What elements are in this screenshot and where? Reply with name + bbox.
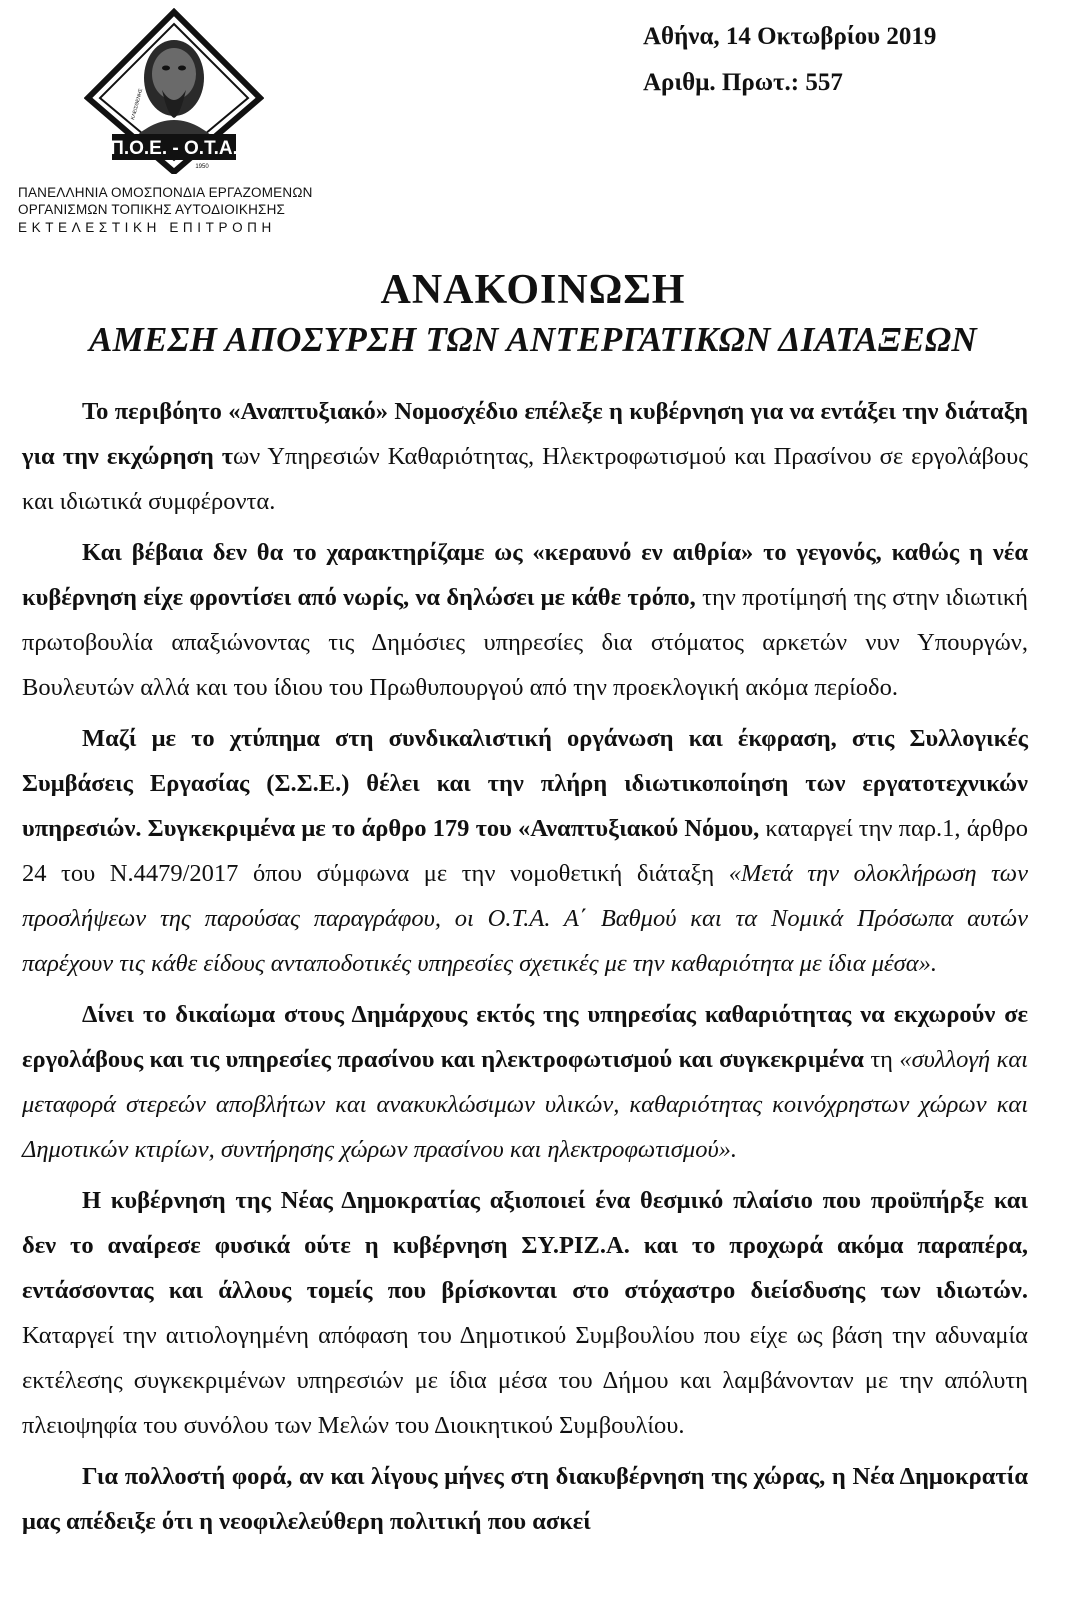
org-name-line3: ΕΚΤΕΛΕΣΤΙΚΗ ΕΠΙΤΡΟΠΗ — [18, 220, 276, 235]
logo-label: Π.Ο.Ε. - Ο.Τ.Α. — [110, 138, 238, 159]
body-paragraph — [22, 389, 1028, 524]
italic-quote-run: «συλλογή και μεταφορά στερεών αποβλήτων και ανακυκλώσιμων υλικών, καθαριότητας κοινόχρηστων χώρων και Δημοτικών κτιρίων, συντήρησης χώρων πρασίνου και ηλεκτροφωτισμού». — [22, 1046, 1028, 1163]
document-date: Αθήνα, 14 Οκτωβρίου 2019 — [643, 23, 937, 50]
document-subtitle: ΑΜΕΣΗ ΑΠΟΣΥΡΣΗ ΤΩΝ ΑΝΤΕΡΓΑΤΙΚΩΝ ΔΙΑΤΑΞΕΩΝ — [88, 320, 978, 359]
body-paragraph — [22, 1178, 1028, 1448]
bold-text-run: Μαζί με το χτύπημα στη συνδικαλιστική οργάνωση και έκφραση, στις Συλλογικές Συμβάσεις Εργασίας (Σ.Σ.Ε.) θέλει και την πλήρη ιδιωτικοποίηση των εργατοτεχνικών υπηρεσιών. Συγκεκριμένα με το άρθρο 179 του «Αναπτυξιακού Νόμου, — [22, 725, 1028, 842]
header-logo-block — [18, 8, 318, 236]
body-paragraph — [22, 992, 1028, 1172]
bold-text-run: Η κυβέρνηση της Νέας Δημοκρατίας αξιοποιεί ένα θεσμικό πλαίσιο που προϋπήρξε και δεν το αναίρεσε φυσικά ούτε η κυβέρνηση ΣΥ.ΡΙΖ.Α. και το προχωρά ακόμα παραπέρα, εντάσσοντας και άλλους τομείς που βρίσκονται στο στόχαστρο διείσδυσης των ιδιωτών. — [22, 1187, 1028, 1304]
document-title: ΑΝΑΚΟΙΝΩΣΗ — [380, 267, 686, 313]
date-protocol-block — [643, 14, 936, 106]
bold-text-run: Για πολλοστή φορά, αν και λίγους μήνες στη διακυβέρνηση της χώρας, η Νέα Δημοκρατία μας απέδειξε ότι η νεοφιλελεύθερη πολιτική που ασκεί — [22, 1463, 1028, 1535]
bold-text-run: Και βέβαια δεν θα το χαρακτηρίζαμε ως «κεραυνό εν αιθρία» το γεγονός, καθώς η νέα κυβέρνηση είχε φροντίσει από νωρίς, να δηλώσει με κάθε τρόπο, — [22, 539, 1028, 611]
body-paragraph — [22, 716, 1028, 986]
text-run: Καταργεί την αιτιολογημένη απόφαση του Δημοτικού Συμβουλίου που είχε ως βάση την αδυναμία εκτέλεσης συγκεκριμένων υπηρεσιών με ίδια μέσα του Δήμου και λαμβάνονταν με την απόλυτη πλειοψηφία του συνόλου των Μελών του Διοικητικού Συμβουλίου. — [22, 1322, 1028, 1439]
text-run: καταργεί την παρ.1, άρθρο 24 του Ν.4479/2017 όπου σύμφωνα με την νομοθετική διάταξη — [22, 815, 1028, 887]
logo-est-year: 1950 — [195, 164, 209, 170]
poe-ota-logo-icon — [84, 8, 264, 174]
org-name-line1: ΠΑΝΕΛΛΗΝΙΑ ΟΜΟΣΠΟΝΔΙΑ ΕΡΓΑΖΟΜΕΝΩΝ — [18, 185, 313, 200]
org-name-line2: ΟΡΓΑΝΙΣΜΩΝ ΤΟΠΙΚΗΣ ΑΥΤΟΔΙΟΙΚΗΣΗΣ — [18, 202, 286, 217]
italic-quote-run: «Μετά την ολοκλήρωση των προσλήψεων της παρούσας παραγράφου, οι Ο.Τ.Α. Α΄ Βαθμού και τα Νομικά Πρόσωπα αυτών παρέχουν τις κάθε είδους ανταποδοτικές υπηρεσίες σχετικές με την καθαριότητα με ίδια μέσα». — [22, 860, 1028, 977]
body-paragraph — [22, 1454, 1028, 1544]
bold-text-run: Δίνει το δικαίωμα στους Δημάρχους εκτός της υπηρεσίας καθαριότητας να εκχωρούν σε εργολάβους και τις υπηρεσίες πρασίνου και ηλεκτροφωτισμού και συγκεκριμένα — [22, 1001, 1028, 1073]
bold-text-run: Το περιβόητο «Αναπτυξιακό» Νομοσχέδιο επέλεξε η κυβέρνηση για να εντάξει την διάταξη για την εκχώρηση τ — [22, 398, 1028, 470]
text-run: τη — [863, 1046, 900, 1073]
logo-side-text: ΚΛΕΙΣΘΕΝΗΣ — [130, 88, 145, 121]
body-paragraph — [22, 530, 1028, 710]
protocol-number: Αριθμ. Πρωτ.: 557 — [643, 69, 843, 96]
document-body — [22, 389, 1028, 1550]
text-run: ων Υπηρεσιών Καθαριότητας, Ηλεκτροφωτισμού και Πρασίνου σε εργολάβους και ιδιωτικά συμφέροντα. — [22, 443, 1029, 515]
text-run: την προτίμησή της στην ιδιωτική πρωτοβουλία απαξιώνοντας τις Δημόσιες υπηρεσίες δια στόματος αρκετών νυν Υπουργών, Βουλευτών αλλά και του ίδιου του Πρωθυπουργού από την προεκλογική ακόμα περίοδο. — [22, 584, 1028, 701]
